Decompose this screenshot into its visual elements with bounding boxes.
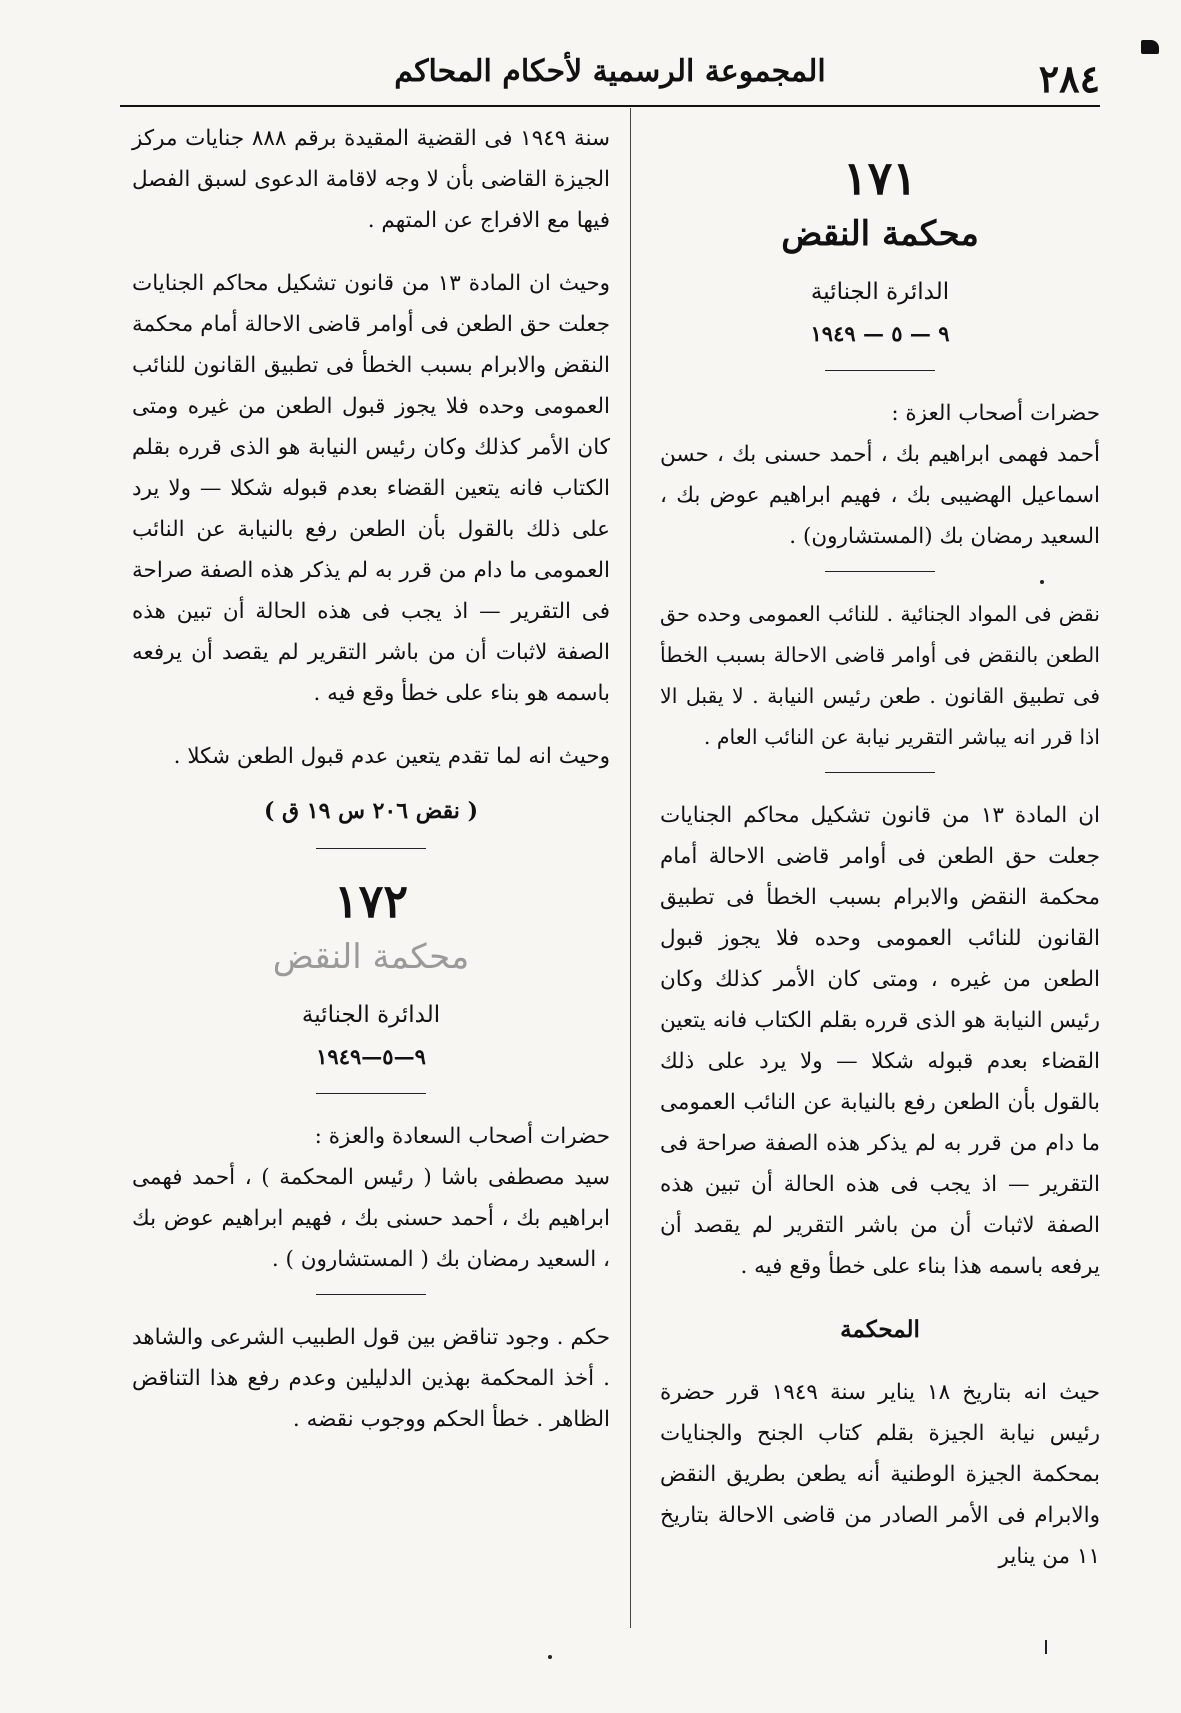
section-rule xyxy=(316,848,426,849)
section-rule xyxy=(825,571,935,572)
case-number: ١٧١ xyxy=(842,151,918,205)
judgment-date: ٩ — ٥ — ١٩٤٩ xyxy=(810,321,950,346)
column-divider xyxy=(630,108,631,1628)
case-facts: حيث انه بتاريخ ١٨ يناير سنة ١٩٤٩ قرر حضرة رئيس نيابة الجيزة بقلم كتاب الجنح والجنايات بمحكمة الجيزة الوطنية أنه يطعن بطريق النقض والابرام فى الأمر الصادر من قاضى الاحالة بتاريخ ١١ من يناير xyxy=(660,1380,1100,1569)
section-rule xyxy=(316,1093,426,1094)
legal-principle: ان المادة ١٣ من قانون تشكيل محاكم الجنايات جعلت حق الطعن فى أوامر قاضى الاحالة أمام محكمة النقض والابرام بسبب الخطأ فى تطبيق القانون للنائب العمومى وحده فلا يجوز قبول الطعن من غيره ، ومتى كان الأمر كذلك وكان رئيس النيابة هو الذى قرره بقلم الكتاب فانه يتعين القضاء بعدم قبوله شكلا — ولا يرد على ذلك بالقول بأن الطعن رفع بالنيابة عن النائب العمومى ما دام من قرر به لم يذكر هذه الصفة صراحة فى التقرير — اذ يجب فى هذه الحالة أن تبين هذه الصفة لاثبات أن من باشر التقرير لم يقصد أن يرفعه باسمه هذا بناء على خطأ وقع فيه . xyxy=(660,803,1100,1279)
page-header xyxy=(120,48,1100,101)
court-name: محكمة النقض xyxy=(781,214,979,254)
header-rule xyxy=(120,105,1100,107)
running-title: المجموعة الرسمية لأحكام المحاكم xyxy=(394,54,826,89)
court-name: محكمة النقض xyxy=(272,937,470,977)
case-summary: نقض فى المواد الجنائية . للنائب العمومى وحده حق الطعن بالنقض فى أوامر قاضى الاحالة بسبب الخطأ فى تطبيق القانون . طعن رئيس النيابة . لا يقبل الا اذا قرر انه يباشر التقرير نيابة عن النائب العام . xyxy=(660,602,1100,749)
court-heading: المحكمة xyxy=(840,1316,920,1343)
section-rule xyxy=(825,370,935,371)
case-summary: حكم . وجود تناقض بين قول الطبيب الشرعى والشاهد . أخذ المحكمة بهذين الدليلين وعدم رفع هذا التناقض الظاهر . خطأ الحكم ووجوب نقضه . xyxy=(132,1325,610,1432)
corner-mark xyxy=(1141,40,1159,54)
judges-heading: حضرات أصحاب العزة : xyxy=(891,401,1100,426)
page-number: ٢٨٤ xyxy=(1038,56,1100,101)
judges-heading: حضرات أصحاب السعادة والعزة : xyxy=(314,1124,610,1149)
section-rule xyxy=(825,772,935,773)
case-number: ١٧٢ xyxy=(333,874,409,928)
right-column xyxy=(660,118,1100,1577)
judgment-date: ٩—٥—١٩٤٩ xyxy=(316,1044,426,1069)
facts-continuation: سنة ١٩٤٩ فى القضية المقيدة برقم ٨٨٨ جنايات مركز الجيزة القاضى بأن لا وجه لاقامة الدعوى لسبق الفصل فيها مع الافراج عن المتهم . xyxy=(132,126,610,233)
scan-speck xyxy=(1045,1640,1047,1654)
judges-list: سيد مصطفى باشا ( رئيس المحكمة ) ، أحمد فهمى ابراهيم بك ، أحمد حسنى بك ، فهيم ابراهيم عوض بك ، السعيد رمضان بك ( المستشارون ) . xyxy=(132,1165,610,1272)
circuit-name: الدائرة الجنائية xyxy=(301,1002,441,1028)
scan-speck xyxy=(1040,580,1044,584)
court-reasoning: وحيث ان المادة ١٣ من قانون تشكيل محاكم الجنايات جعلت حق الطعن فى أوامر قاضى الاحالة أمام محكمة النقض والابرام بسبب الخطأ فى تطبيق القانون للنائب العمومى وحده فلا يجوز قبول الطعن من غيره ومتى كان الأمر كذلك وكان رئيس النيابة هو الذى قرره بقلم الكتاب فانه يتعين القضاء بعدم قبوله شكلا — ولا يرد على ذلك بالقول بأن الطعن رفع بالنيابة عن النائب العمومى ما دام من قرر به لم يذكر هذه الصفة صراحة فى التقرير — اذ يجب فى هذه الحالة أن تبين هذه الصفة لاثبات أن من باشر التقرير لم يقصد أن يرفعه باسمه هو بناء على خطأ وقع فيه . xyxy=(132,271,610,706)
judges-list: أحمد فهمى ابراهيم بك ، أحمد حسنى بك ، حسن اسماعيل الهضيبى بك ، فهيم ابراهيم عوض بك ، السعيد رمضان بك (المستشارون) . xyxy=(660,442,1100,549)
court-conclusion: وحيث انه لما تقدم يتعين عدم قبول الطعن شكلا . xyxy=(173,744,610,769)
circuit-name: الدائرة الجنائية xyxy=(810,279,950,305)
left-column xyxy=(132,118,610,1440)
scan-speck xyxy=(548,1655,552,1659)
case-citation: ( نقض ٢٠٦ س ١٩ ق ) xyxy=(263,798,478,824)
section-rule xyxy=(316,1294,426,1295)
